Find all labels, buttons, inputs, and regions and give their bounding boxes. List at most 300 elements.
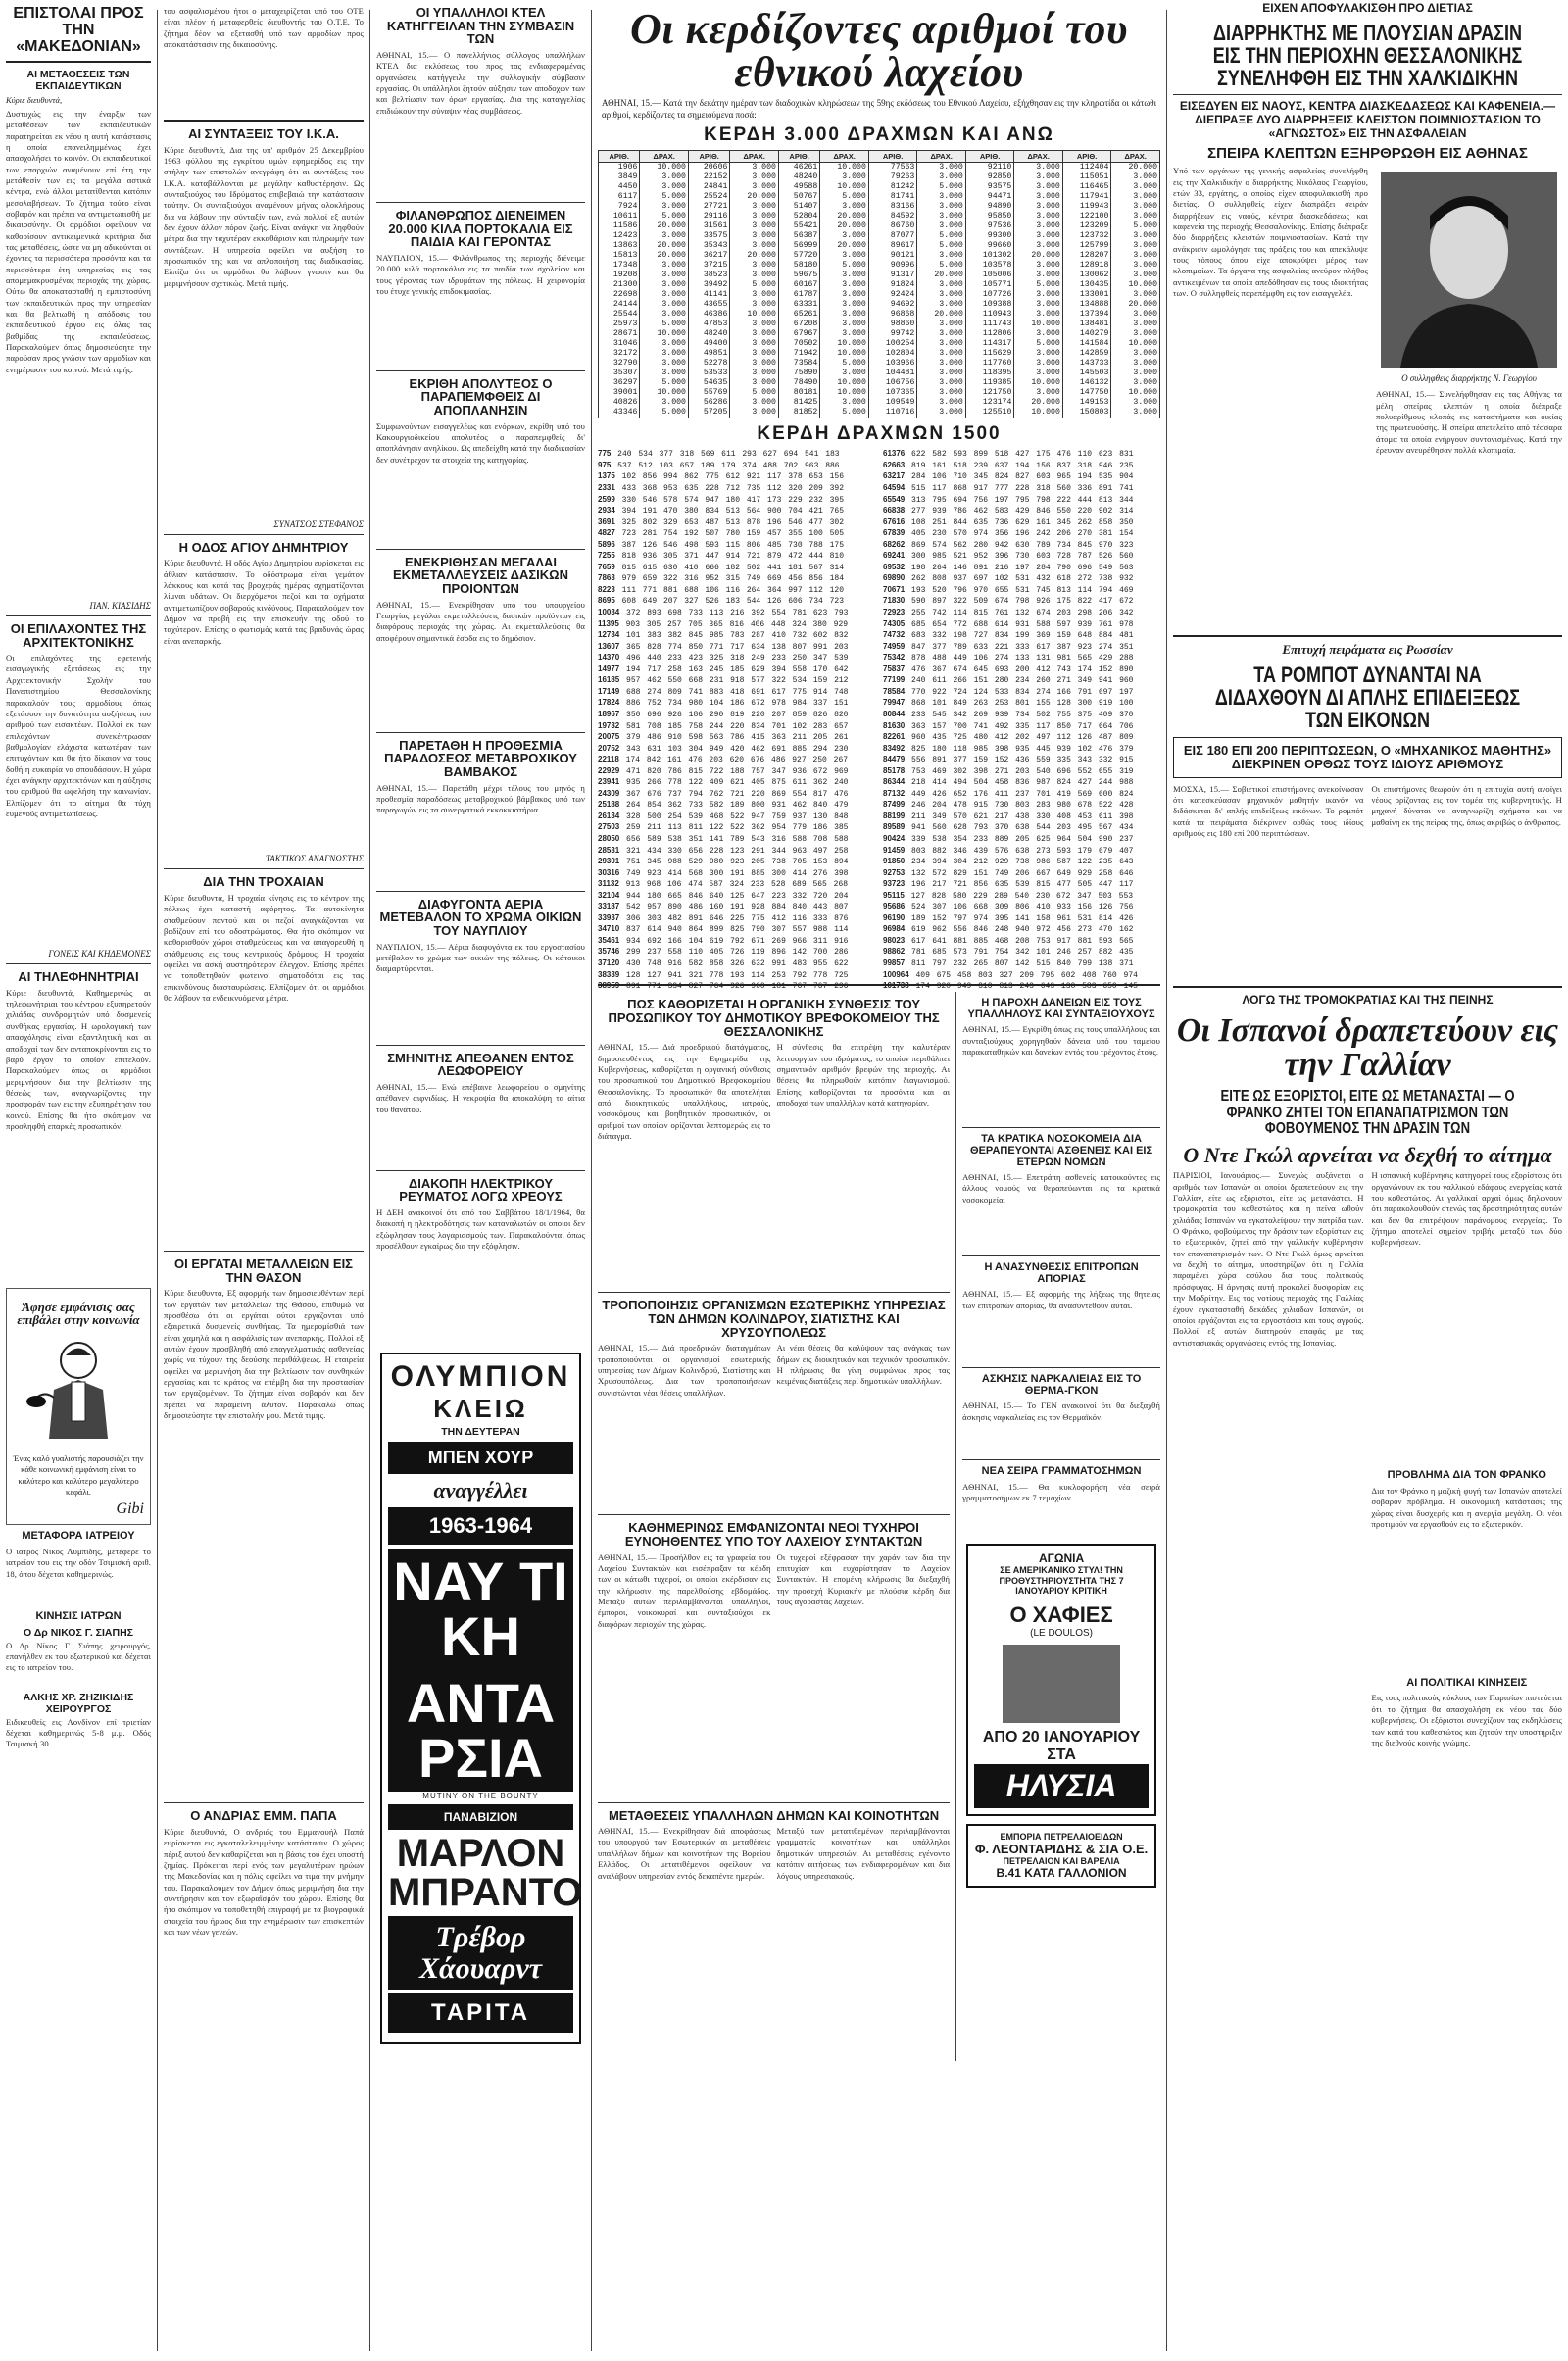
lottery-prize: 3.000 [820, 231, 869, 241]
lottery-number: 115051 [1062, 172, 1111, 182]
lottery-prize: 3.000 [730, 221, 779, 231]
lottery-prize: 3.000 [820, 320, 869, 329]
lottery-number: 55769 [688, 388, 729, 398]
lottery-prize: 3.000 [640, 349, 689, 359]
franco-problem-headline: ΠΡΟΒΛΗΜΑ ΔΙΑ ΤΟΝ ΦΡΑΝΚΟ [1387, 1469, 1546, 1482]
lottery-prize: 5.000 [730, 388, 779, 398]
lottery-prize: 3.000 [1111, 271, 1160, 280]
letter-signature: ΓΟΝΕΙΣ ΚΑΙ ΚΗΔΕΜΟΝΕΣ [48, 949, 151, 959]
technology: ΠΑΝΑΒΙΖΙΟΝ [388, 1804, 573, 1830]
lottery-number: 146132 [1062, 378, 1111, 388]
lottery-prize: 3.000 [820, 310, 869, 320]
lottery-number: 109388 [965, 300, 1014, 310]
lottery-number: 52804 [778, 212, 819, 221]
lottery-number: 94692 [868, 300, 917, 310]
lottery-section [592, 0, 1166, 2361]
lottery-number: 84592 [868, 212, 917, 221]
film-title: Ο ΧΑΦΙΕΣ [1009, 1602, 1113, 1628]
lottery-prize: 3.000 [1014, 231, 1063, 241]
lottery-prize: 20.000 [1111, 300, 1160, 310]
lottery-prize: 3.000 [1111, 261, 1160, 271]
lottery-number: 70502 [778, 339, 819, 349]
lottery-row [599, 369, 1160, 378]
lottery-number: 110943 [965, 310, 1014, 320]
lottery-prize: 3.000 [917, 280, 966, 290]
robots-subhead: ΕΙΣ 180 ΕΠΙ 200 ΠΕΡΙΠΤΩΣΕΩΝ, Ο «ΜΗΧΑΝΙΚΟΣ ΜΑΘΗΤΗΣ» ΔΙΕΚΡΙΝΕΝ ΟΡΘΩΣ ΤΟΥΣ ΙΔΙΟΥΣ ΑΡΙΘΜΟΥΣ [1183, 743, 1552, 772]
lottery-number: 15813 [599, 251, 640, 261]
lottery-prize: 3.000 [640, 202, 689, 212]
lottery-number: 123209 [1062, 221, 1111, 231]
lottery-number: 119385 [965, 378, 1014, 388]
article-body: ΑΘΗΝΑΙ, 15.— Προσήλθον εις τα γραφεία του Λαχείου Συντακτών και εισέπραξαν τα κέρδη των οι κάτωθι τυχεροί, οι οποίοι εκέρδισαν εις την κλήρωσιν της παρελθούσης εβδομάδος. Μεταξύ αυτών περιλαμβάνονται υπάλληλοι, έμποροι, νοικοκυραί και συνταξιούχοι εκ διαφόρων περιοχών της χώρας. [598, 1551, 771, 1629]
doctors-headline: ΚΙΝΗΣΙΣ ΙΑΤΡΩΝ [35, 1609, 122, 1622]
lottery-intro: ΑΘΗΝΑΙ, 15.— Κατά την δεκάτην ημέραν των διαδοχικών κληρώσεων της 59ης εκδόσεως του Εθνικού Λαχείου, εξήχθησαν εις την κληρωτίδα οι κάτωθι αριθμοί, κερδίζοντες τα σημειούμενα ποσά: [602, 98, 1156, 120]
lottery-column-header: ΑΡΙΘ. [778, 151, 819, 163]
lottery-prize: 3.000 [730, 339, 779, 349]
lottery-prize: 3.000 [730, 271, 779, 280]
lottery-number: 91824 [868, 280, 917, 290]
acquittal-headline: ΕΚΡΙΘΗ ΑΠΟΛΥΤΕΟΣ Ο ΠΑΡΑΠΕΜΦΘΕΙΣ ΔΙ ΑΠΟΠΛΑΝΗΣΙΝ [409, 375, 553, 418]
lottery-number: 19208 [599, 271, 640, 280]
lottery-number: 103966 [868, 359, 917, 369]
article-body: Ειδικευθείς εις Λονδίνον επί τριετίαν δέχεται καθημερινώς 5-8 μ.μ. Οδός Τσιμισκή 30. [6, 1716, 151, 1749]
lottery-number: 24841 [688, 182, 729, 192]
burglar-headline: ΔΙΑΡΡΗΚΤΗΣ ΜΕ ΠΛΟΥΣΙΑΝ ΔΡΑΣΙΝ ΕΙΣ ΤΗΝ ΠΕΡΙΟΧΗΝ ΘΕΣΣΑΛΟΝΙΚΗΣ ΣΥΝΕΛΗΦΘΗ ΕΙΣ ΤΗΝ ΧΑΛΚΙΔΙΚΗΝ [1212, 20, 1523, 90]
ad-company: Φ. ΛΕΟΝΤΑΡΙΔΗΣ & ΣΙΑ Ο.Ε. [974, 1842, 1149, 1857]
lottery-prize: 3.000 [1014, 182, 1063, 192]
letter-signature: ΤΑΚΤΙΚΟΣ ΑΝΑΓΝΩΣΤΗΣ [265, 854, 364, 864]
cinema-name: ΗΛΥΣΙΑ [974, 1764, 1149, 1808]
lottery-row [599, 202, 1160, 212]
lottery-prize: 3.000 [1111, 290, 1160, 300]
lottery-number: 92850 [965, 172, 1014, 182]
ad-line: ΠΕΤΡΕΛΑΙΟΝ ΚΑΙ ΒΑΡΕΛΙΑ [1003, 1856, 1120, 1867]
burglar-kicker: ΕΙΧΕΝ ΑΠΟΦΥΛΑΚΙΣΘΗ ΠΡΟ ΔΙΕΤΙΑΣ [1262, 1, 1473, 15]
doctor-name: ΑΛΚΗΣ ΧΡ. ΖΗΖΙΚΙΔΗΣ ΧΕΙΡΟΥΡΓΟΣ [23, 1691, 134, 1715]
lottery-number: 107365 [868, 388, 917, 398]
lottery-number: 104481 [868, 369, 917, 378]
lottery-row [599, 182, 1160, 192]
lottery-prize: 3.000 [820, 271, 869, 280]
article-body: Ο Δρ Νίκος Γ. Σιάπης χειρουργός, επανήλθεν εκ του εξωτερικού και δέχεται εις το ιατρείον του. [6, 1640, 151, 1673]
lottery-prize: 10.000 [820, 339, 869, 349]
lottery-prize: 5.000 [820, 192, 869, 202]
lottery-prize: 5.000 [640, 378, 689, 388]
lottery-prize: 3.000 [820, 329, 869, 339]
lottery-prize: 3.000 [820, 251, 869, 261]
lottery-number: 32172 [599, 349, 640, 359]
lottery-prize: 10.000 [640, 329, 689, 339]
lottery-prize: 3.000 [820, 300, 869, 310]
film-title-original: (LE DOULOS) [1030, 1628, 1094, 1640]
ad-line-1: ΑΓΩΝΙΑ [1038, 1550, 1085, 1565]
ad-body: Ένας καλό γυαλιστής παρουσιάζει την κάθε κοινωνική εμφάνιση είναι το καλύτερο και καλύτερο μεγαλύτερο κεφάλι. [13, 1453, 144, 1498]
spain-kicker: ΛΟΓΩ ΤΗΣ ΤΡΟΜΟΚΡΑΤΙΑΣ ΚΑΙ ΤΗΣ ΠΕΙΝΗΣ [1242, 992, 1494, 1007]
article-body: ΑΘΗΝΑΙ, 15.— Θα κυκλοφορήση νέα σειρά γραμματοσήμων εκ 7 τεμαχίων. [962, 1481, 1160, 1503]
lottery-number: 22152 [688, 172, 729, 182]
lottery-number: 56999 [778, 241, 819, 251]
lottery-prize: 3.000 [1111, 212, 1160, 221]
hospitals-headline: ΤΑ ΚΡΑΤΙΚΑ ΝΟΣΟΚΟΜΕΙΑ ΔΙΑ ΘΕΡΑΠΕΥΟΝΤΑΙ ΑΣΘΕΝΕΙΣ ΚΑΙ ΕΙΣ ΕΤΕΡΩΝ ΝΟΜΩΝ [970, 1133, 1153, 1168]
lottery-prize: 3.000 [1111, 202, 1160, 212]
lottery-prize: 3.000 [917, 192, 966, 202]
article-body: Οι επιλαχόντες της εφετεινής εισαγωγικής εξετάσεως εις την Αρχιτεκτονικήν Σχολήν του Πανεπιστημίου Θεσσαλονίκης παρακαλούν τους αρμοδίους όπως εξετάσουν την δυνατότητα αυξήσεως του αριθμού των εισακτέων. Πολλοί εκ των επιλαχόντων συνεκέντρωσαν βαθμολογίαν ελάχιστα κατωτέραν των επιτυχόντων και θα ήτο δίκαιον να τους δοθή η ευκαιρία να σπουδάσουν. Η χώρα έχει ανάγκην αρχιτεκτόνων και η αύξησις του αριθμού θα ωφελήση την κοινωνίαν. Ελπίζομεν ότι το αίτημα θα τύχη ευμενούς αντιμετωπίσεως. [6, 653, 151, 818]
ika-pensions-headline: ΑΙ ΣΥΝΤΑΞΕΙΣ ΤΟΥ Ι.Κ.Α. [188, 126, 339, 141]
article-body: Οι επιστήμονες θεωρούν ότι η επιτυχία αυτή ανοίγει νέους ορίζοντας εις τον τομέα της κυβερνητικής. Η μηχανή δύναται να αναγνωρίζη σχήματα και να μαθαίνη εκ της πείρας της, όπως ακριβώς ο άνθρωπος. [1371, 783, 1562, 827]
lottery-number: 99660 [965, 241, 1014, 251]
doctor-name: Ο Δρ ΝΙΚΟΣ Γ. ΣΙΑΠΗΣ [24, 1626, 133, 1639]
lottery-number: 48240 [688, 329, 729, 339]
lottery-number: 47853 [688, 320, 729, 329]
lottery-number: 78490 [778, 378, 819, 388]
lottery-number: 93575 [965, 182, 1014, 192]
lottery-prize: 5.000 [640, 212, 689, 221]
lottery-prize: 3.000 [640, 231, 689, 241]
lottery-number: 79263 [868, 172, 917, 182]
lottery-prize: 5.000 [820, 261, 869, 271]
lottery-prize: 3.000 [640, 280, 689, 290]
lottery-prize: 3.000 [917, 369, 966, 378]
article-body: Οι τυχεροί εξέφρασαν την χαράν των δια την επιτυχίαν και ευχαρίστησαν το Λαχείον Συντακτών. Η επομένη κλήρωσις θα διεξαχθή την προσεχή Κυριακήν με πλούσια κέρδη δια τους αγοραστάς λαχείων. [776, 1551, 951, 1606]
lottery-prize: 3.000 [820, 202, 869, 212]
lottery-prize: 3.000 [730, 202, 779, 212]
lottery-column-header: ΑΡΙΘ. [688, 151, 729, 163]
news-briefs-column [370, 0, 591, 2361]
lottery-row [599, 241, 1160, 251]
lottery-prize: 3.000 [1014, 221, 1063, 231]
lottery-number: 22698 [599, 290, 640, 300]
letters-headline: ΕΠΙΣΤΟΛΑΙ ΠΡΟΣ ΤΗΝ «ΜΑΚΕΔΟΝΙΑΝ» [13, 5, 144, 55]
lottery-number: 105006 [965, 271, 1014, 280]
lottery-number: 54635 [688, 378, 729, 388]
article-body: Υπό των οργάνων της γενικής ασφαλείας συνελήφθη εις την Χαλκιδικήν ο διαρρήκτης Νικόλαος Γεωργίου, ετών 33, εργάτης, ο οποίος είχεν αποφυλακισθή προ διετίας. Ο συλληφθείς είχεν διαπράξει σειράν διαρρήξεων εις ναούς, κέντρα διασκεδάσεως και καφενεία της περιοχής Θεσσαλονίκης. Επίσης διέπραξε δύο διαρρήξεις κλειστών ποιμνιοστασίων. Κατά την ανάκρισιν ωμολόγησε τας πράξεις του και απεκάλυψε τους τόπους όπου είχε αποκρύψει μέρος των κλοπιμαίων. Τα όργανα της ασφαλείας ανεύρον πλήθος αντικειμένων τα οποία απεδόθησαν εις τους ιδιοκτήτας των. Ο συλληφθείς παρεπέμφθη εις τον εισαγγελέα. [1173, 166, 1368, 298]
lottery-prize: 3.000 [917, 221, 966, 231]
lottery-prize: 3.000 [730, 369, 779, 378]
lottery-prize: 5.000 [640, 320, 689, 329]
minesweeping-headline: ΑΣΚΗΣΙΣ ΝΑΡΚΑΛΙΕΙΑΣ ΕΙΣ ΤΟ ΘΕΡΜΑ-ΓΚΟΝ [981, 1373, 1142, 1397]
lottery-prize: 3.000 [730, 182, 779, 192]
robots-headline: ΤΑ ΡΟΜΠΟΤ ΔΥΝΑΝΤΑΙ ΝΑ ΔΙΔΑΧΘΟΥΝ ΔΙ ΑΠΛΗΣ ΕΠΙΔΕΙΞΕΩΣ ΤΩΝ ΕΙΚΟΝΩΝ [1214, 663, 1521, 733]
lottery-number: 25524 [688, 192, 729, 202]
lottery-prize: 3.000 [730, 212, 779, 221]
article-body: Μεταξύ των μετατιθεμένων περιλαμβάνονται γραμματείς κοινοτήτων και υπάλληλοι δημοτικών υπηρεσιών. Αι μεταθέσεις εγένοντο κατόπιν αιτήσεως των ενδιαφερομένων και δια λόγους υπηρεσιακούς. [776, 1826, 951, 1881]
lottery-prize: 3.000 [1111, 349, 1160, 359]
lottery-prize: 3.000 [1014, 241, 1063, 251]
lottery-row [599, 349, 1160, 359]
lottery-prize: 3.000 [1111, 408, 1160, 418]
lottery-number: 133001 [1062, 290, 1111, 300]
lottery-number: 17348 [599, 261, 640, 271]
lottery-number: 143733 [1062, 359, 1111, 369]
journalists-lottery-headline: ΚΑΘΗΜΕΡΙΝΩΣ ΕΜΦΑΝΙΖΟΝΤΑΙ ΝΕΟΙ ΤΥΧΗΡΟΙ ΕΥΝΟΗΘΕΝΤΕΣ ΥΠΟ ΤΟΥ ΛΑΧΕΙΟΥ ΣΥΝΤΑΚΤΩΝ [624, 1520, 923, 1549]
traffic-headline: ΔΙΑ ΤΗΝ ΤΡΟΧΑΙΑΝ [203, 874, 324, 890]
article-body: ΠΑΡΙΣΙΟΙ, Ιανουάριος.— Συνεχώς αυξάνεται ο αριθμός των Ισπανών οι οποίοι δραπετεύουν εις την Γαλλίαν, είτε ως εξόριστοι, είτε ως μετανάσται. Η τρομοκρατία του καθεστώτος και η πείνα ωθούν χιλιάδας Ισπανών να εγκαταλείψουν την πατρίδα των. Ο Φράνκο, φοβούμενος την δράσιν των εξορίστων εις το εξωτερικόν, ζητεί από την γαλλικήν κυβέρνησιν τον επαναπατρισμόν των. Ο Ντε Γκώλ όμως αρνείται να δεχθή το αίτημα, υποστηρίζων ότι η Γαλλία παραμένει χώρα ασύλου δια τους πολιτικούς πρόσφυγας. Η άρνησις αυτή προκαλεί δυσφορίαν εις την Μαδρίτην. Εις τας νοτίους περιοχάς της Γαλλίας έχουν εγκατασταθή δεκάδες χιλιάδων Ισπανών, οι οποίοι εργάζονται εις τα εργοστάσια και τους αγρούς. Πολλοί εξ αυτών διατηρούν επαφάς με τας αντιστασιακάς οργανώσεις εντός της Ισπανίας. [1173, 1170, 1364, 1348]
lottery-prize: 5.000 [1014, 339, 1063, 349]
actor-3: ΤΑΡΙΤΑ [388, 1993, 573, 2033]
center-lower-right [956, 992, 1160, 2061]
lottery-column-header: ΔΡΑΧ. [730, 151, 779, 163]
lottery-column-header: ΔΡΑΧ. [1111, 151, 1160, 163]
lottery-number: 128918 [1062, 261, 1111, 271]
lottery-column-header: ΑΡΙΘ. [599, 151, 640, 163]
lottery-prize: 3.000 [1014, 388, 1063, 398]
lottery-number: 35307 [599, 369, 640, 378]
lottery-prize: 3.000 [917, 388, 966, 398]
lottery-number: 49851 [688, 349, 729, 359]
lottery-prize: 10.000 [1111, 280, 1160, 290]
lottery-prize: 3.000 [917, 378, 966, 388]
lottery-prize: 3.000 [1014, 349, 1063, 359]
lottery-number: 118395 [965, 369, 1014, 378]
star-name: ΜΠΕΝ ΧΟΥΡ [388, 1442, 573, 1474]
municipal-services-headline: ΤΡΟΠΟΠΟΙΗΣΙΣ ΟΡΓΑΝΙΣΜΩΝ ΕΣΩΤΕΡΙΚΗΣ ΥΠΗΡΕΣΙΑΣ ΤΩΝ ΔΗΜΩΝ ΚΟΛΙΝΔΡΟΥ, ΣΙΑΤΙΣΤΗΣ ΚΑΙ ΧΡΥΣΟΥΠΟΛΕΩΣ [602, 1298, 946, 1340]
lottery-number: 125799 [1062, 241, 1111, 251]
lottery-number: 53533 [688, 369, 729, 378]
lottery-number: 49400 [688, 339, 729, 349]
lottery-prize: 20.000 [640, 241, 689, 251]
article-body: Κύριε διευθυντά, Η οδός Αγίου Δημητρίου ευρίσκεται εις άθλιαν κατάστασιν. Το οδόστρωμα είναι γεμάτον λάκκους και κατά τας βροχεράς ημέρας σχηματίζονται λίμναι υδάτων. Οι διερχόμενοι πεζοί και τα οχήματα αντιμετωπίζουν σοβαρούς κινδύνους. Παρακαλούμεν τον Δήμον να προβή εις την επισκευήν της οδού το ταχύτερον. Επίσης ο φωτισμός κατά τας βραδυνάς ώρας είναι ανεπαρκής. [164, 558, 364, 646]
lottery-number: 140279 [1062, 329, 1111, 339]
lottery-number: 25973 [599, 320, 640, 329]
lottery-prize: 3.000 [1111, 182, 1160, 192]
lottery-number: 52278 [688, 359, 729, 369]
lottery-number: 112806 [965, 329, 1014, 339]
article-body: Κύριε διευθυντά, Η τροχαία κίνησις εις το κέντρον της πόλεως έχει καταστή αφόρητος. Τα αυτοκίνητα σταθμεύουν παντού και οι πεζοί αναγκάζονται να βαδίζουν επί του οδοστρώματος. Θα ήτο σκόπιμον να καθορισθούν χώροι σταθμεύσεως και να απαγορευθή η στάθμευσις εις τους κεντρικούς δρόμους. Η τροχαία οφείλει να ασκή αυστηρότερον έλεγχον. Επίσης πρέπει να τοποθετηθούν φωτεινοί σηματοδόται εις τας επικινδύνους διασταυρώσεις. Ελπίζομεν ότι οι αρμόδιοι θα λάβουν τα ενδεικνυόμενα μέτρα. [164, 892, 364, 1004]
lottery-number: 27721 [688, 202, 729, 212]
lottery-prize: 5.000 [640, 192, 689, 202]
lottery-prize: 3.000 [640, 261, 689, 271]
lottery-number: 39001 [599, 388, 640, 398]
lottery-prize: 10.000 [820, 163, 869, 173]
lottery-number: 115629 [965, 349, 1014, 359]
lottery-prize: 5.000 [820, 408, 869, 418]
lottery-number: 112404 [1062, 163, 1111, 173]
lottery-prize: 3.000 [1111, 398, 1160, 408]
letter-signature: ΣΥΝΑΤΣΟΣ ΣΤΕΦΑΝΟΣ [273, 518, 364, 529]
lottery-prize: 3.000 [917, 359, 966, 369]
forest-products-headline: ΕΝΕΚΡΙΘΗΣΑΝ ΜΕΓΑΛΑΙ ΕΚΜΕΤΑΛΛΕΥΣΕΙΣ ΔΑΣΙΚΩΝ ΠΡΟΙΟΝΤΩΝ [393, 554, 568, 597]
lottery-number: 111743 [965, 320, 1014, 329]
lottery-number: 138481 [1062, 320, 1111, 329]
lottery-number: 39492 [688, 280, 729, 290]
lottery-row [599, 212, 1160, 221]
lottery-prize: 20.000 [730, 192, 779, 202]
lottery-number: 99300 [965, 231, 1014, 241]
lottery-number: 125510 [965, 408, 1014, 418]
right-news-column [1167, 0, 1568, 2361]
lottery-number: 80181 [778, 388, 819, 398]
lottery-prize: 5.000 [640, 408, 689, 418]
lottery-row [599, 329, 1160, 339]
article-body: ΑΘΗΝΑΙ, 15.— Διά προεδρικού διατάγματος, δημοσιευθέντος εις την Εφημερίδα της Κυβερνήσεως, καθορίζεται η οργανική σύνθεσις του προσωπικού του Δημοτικού Βρεφοκομείου Θεσσαλονίκης. Το προσωπικόν θα αποτελήται από διοικητικούς υπαλλήλους, ιατρούς, νοσοκόμους και βοηθητικόν προσωπικόν, οι αριθμοί των οποίων ορίζονται λεπτομερώς εις το διάταγμα. [598, 1042, 771, 1142]
lottery-prize: 3.000 [1111, 378, 1160, 388]
article-body: Δυστυχώς εις την έναρξιν των μεταθέσεων των εκπαιδευτικών παρατηρείται εκ νέου η αυτή κατάστασις η οποία επανειλημμένως έχει απασχολήσει το κοινόν. Οι εκπαιδευτικοί των επαρχιών αναμένουν επί έτη την μετάθεσίν των εις τα μεγάλα αστικά κέντρα, ενώ άλλοι μετατίθενται κατόπιν μεσολαβήσεων. Το ζήτημα τούτο είναι σοβαρόν και πρέπει να αντιμετωπισθή με δικαιοσύνην. Οι αρμόδιοι οφείλουν να καθορίσουν αντικειμενικά κριτήρια δια τας μεταθέσεις, ώστε να μη αδικούνται οι έχοντες τα περισσότερα προσόντα και τα περισσότερα έτη υπηρεσίας εις τας απομεμακρυσμένας περιοχάς της χώρας. Ούτω θα αποκατασταθή η εμπιστοσύνη των εκπαιδευτικών προς την υπηρεσίαν και θα βελτιωθή η απόδοσις του εκπαιδευτικού έργου εις όλας τας βαθμίδας της εκπαιδεύσεως. Παρακαλούμεν όπως δημοσιεύσητε την παρούσαν προς γνώσιν των αρμοδίων και ενημέρωσιν του κοινού. Μετά τιμής. [6, 108, 151, 374]
lottery-number: 95850 [965, 212, 1014, 221]
lottery-number: 91317 [868, 271, 917, 280]
lottery-prize: 3.000 [640, 271, 689, 280]
lottery-number: 73584 [778, 359, 819, 369]
lottery-number: 81741 [868, 192, 917, 202]
lottery-prize: 3.000 [730, 300, 779, 310]
lottery-number: 105771 [965, 280, 1014, 290]
lottery-number: 103578 [965, 261, 1014, 271]
lottery-prize: 3.000 [820, 172, 869, 182]
lottery-prize: 3.000 [730, 172, 779, 182]
lottery-number: 130062 [1062, 271, 1111, 280]
announce-text: αναγγέλλει [433, 1478, 528, 1503]
lottery-number: 25544 [599, 310, 640, 320]
film-title-english: MUTINY ON THE BOUNTY [422, 1792, 539, 1801]
cinema-name-2: ΚΛΕΙΩ [433, 1394, 528, 1424]
lottery-number: 28671 [599, 329, 640, 339]
article-body: ΑΘΗΝΑΙ, 15.— Ενεκρίθησαν διά αποφάσεως του υπουργού των Εσωτερικών αι μεταθέσεις υπαλλήλων δήμων και κοινοτήτων της Βορείου Ελλάδος. Οι μετατιθέμενοι οφείλουν να αναλάβουν υπηρεσίαν εντός δεκαπέντε ημερών. [598, 1826, 771, 1881]
lottery-number: 7924 [599, 202, 640, 212]
airman-headline: ΣΜΗΝΙΤΗΣ ΑΠΕΘΑΝΕΝ ΕΝΤΟΣ ΛΕΩΦΟΡΕΙΟΥ [387, 1050, 574, 1079]
lottery-prize: 3.000 [1014, 163, 1063, 173]
lottery-row [599, 408, 1160, 418]
lottery-prize: 5.000 [917, 231, 966, 241]
robots-kicker: Επιτυχή πειράματα εις Ρωσσίαν [1282, 642, 1453, 658]
article-body: ΑΘΗΝΑΙ, 15.— Το ΓΕΝ ανακοινοί ότι θα διεξαχθή άσκησις ναρκαλιείας εις τον Θερμαϊκόν. [962, 1401, 1160, 1422]
article-body: ΑΘΗΝΑΙ, 15.— Ενώ επέβαινε λεωφορείου ο σμηνίτης απέθανεν αιφνιδίως. Η νεκροψία θα αποκαλύψη τα αίτια του θανάτου. [376, 1081, 585, 1114]
lottery-prize: 3.000 [640, 398, 689, 408]
lottery-prize: 3.000 [730, 231, 779, 241]
lottery-prize: 3.000 [1111, 241, 1160, 251]
lottery-prize: 10.000 [1111, 339, 1160, 349]
letters-column-2 [158, 0, 369, 2361]
lottery-prize: 3.000 [640, 359, 689, 369]
lottery-number: 96868 [868, 310, 917, 320]
petroleum-advertisement [966, 1824, 1156, 1888]
lottery-number: 46261 [778, 163, 819, 173]
lottery-row [599, 359, 1160, 369]
ad-line: ΕΜΠΟΡΙΑ ΠΕΤΡΕΛΑΙΟΕΙΔΩΝ [1000, 1832, 1123, 1843]
olympion-cinema-advertisement [380, 1353, 581, 2044]
prize-heading-1500: ΚΕΡΔΗ ΔΡΑΧΜΩΝ 1500 [757, 423, 1002, 445]
lottery-column-header: ΑΡΙΘ. [965, 151, 1014, 163]
lottery-number: 81425 [778, 398, 819, 408]
lottery-prize: 3.000 [1111, 251, 1160, 261]
robots-subhead-box [1173, 737, 1562, 777]
lottery-number: 109549 [868, 398, 917, 408]
stamps-headline: ΝΕΑ ΣΕΙΡΑ ΓΡΑΜΜΑΤΟΣΗΜΩΝ [981, 1465, 1142, 1478]
lottery-number: 119943 [1062, 202, 1111, 212]
article-body: Συμφωνούντων εισαγγελέως και ενόρκων, εκρίθη υπό του Κακουργιοδικείου απολυτέος ο παραπεμφθείς δι' αποπλάνησιν ανηλίκου. Ως απεδείχθη κατά την διαδικασίαν δεν συνέτρεχον τα στοιχεία της κατηγορίας. [376, 420, 585, 465]
lottery-number: 10611 [599, 212, 640, 221]
lottery-prize: 10.000 [820, 388, 869, 398]
lottery-number: 128207 [1062, 251, 1111, 261]
lottery-prize: 3.000 [730, 398, 779, 408]
lottery-number: 20606 [688, 163, 729, 173]
lottery-prize: 3.000 [640, 172, 689, 182]
lottery-prize: 3.000 [917, 329, 966, 339]
lottery-prize: 3.000 [917, 172, 966, 182]
lottery-number: 4450 [599, 182, 640, 192]
lottery-row [599, 378, 1160, 388]
lottery-row [599, 163, 1160, 173]
lottery-prize: 5.000 [917, 261, 966, 271]
prize-heading-3000: ΚΕΡΔΗ 3.000 ΔΡΑΧΜΩΝ ΚΑΙ ΑΝΩ [704, 124, 1054, 146]
lottery-prize: 3.000 [820, 290, 869, 300]
lottery-prize: 3.000 [917, 163, 966, 173]
lottery-prize: 3.000 [730, 359, 779, 369]
political-moves-headline: ΑΙ ΠΟΛΙΤΙΚΑΙ ΚΙΝΗΣΕΙΣ [1406, 1676, 1528, 1689]
lottery-number: 1906 [599, 163, 640, 173]
lottery-row [599, 310, 1160, 320]
lottery-row [599, 290, 1160, 300]
lottery-prize: 3.000 [1111, 329, 1160, 339]
lottery-row [599, 398, 1160, 408]
clinic-move-headline: ΜΕΤΑΦΟΡΑ ΙΑΤΡΕΙΟΥ [22, 1530, 135, 1543]
lottery-number: 114317 [965, 339, 1014, 349]
lottery-row [599, 221, 1160, 231]
article-body: Εις τους πολιτικούς κύκλους των Παρισίων πιστεύεται ότι το ζήτημα θα απασχολήση εκ νέου τας δύο κυβερνήσεις. Οι εξόριστοι συνεχίζουν τας εκδηλώσεις των κατά του καθεστώτος και ζητούν την υποστήριξιν της διεθνούς κοινής γνώμης. [1371, 1693, 1562, 1747]
spain-subhead-2: Ο Ντε Γκώλ αρνείται να δεχθή το αίτημα [1183, 1143, 1552, 1168]
statue-headline: Ο ΑΝΔΡΙΑΣ ΕΜΜ. ΠΑΠΑ [190, 1808, 337, 1824]
lottery-prize: 5.000 [917, 182, 966, 192]
center-lower-left [598, 992, 950, 2061]
lottery-number: 99742 [868, 329, 917, 339]
lottery-number: 67967 [778, 329, 819, 339]
lottery-prize: 3.000 [1014, 369, 1063, 378]
lottery-prize: 3.000 [1014, 290, 1063, 300]
lottery-row [599, 280, 1160, 290]
lottery-prize: 10.000 [730, 310, 779, 320]
lottery-column-header: ΔΡΑΧ. [917, 151, 966, 163]
lottery-number: 90996 [868, 261, 917, 271]
lottery-prize: 10.000 [820, 349, 869, 359]
article-body: ΑΘΗΝΑΙ, 15.— Ο πανελλήνιος σύλλογος υπαλλήλων ΚΤΕΛ δια εκλύσεως του προς τας ενδιαφερομένας οργανώσεις κατήγγειλε την συλλογικήν σύμβασιν εργασίας. Οι υπάλληλοι ζητούν αύξησιν των αποδοχών των και βελτίωσιν των όρων εργασίας. Δια της καταγγελίας επιδιώκουν την σύναψιν νέας συμβάσεως. [376, 49, 585, 116]
lottery-column-header: ΔΡΑΧ. [1014, 151, 1063, 163]
lottery-prize: 20.000 [1014, 398, 1063, 408]
lottery-number: 83166 [868, 202, 917, 212]
release-date: ΑΠΟ 20 ΙΑΝΟΥΑΡΙΟΥ ΣΤΑ [982, 1729, 1141, 1764]
lottery-prize: 10.000 [820, 182, 869, 192]
ad-slogan: Άφησε εμφάνισις σας επιβάλει στην κοινωνία [17, 1299, 140, 1328]
lottery-prize: 5.000 [917, 241, 966, 251]
lottery-number: 29116 [688, 212, 729, 221]
lottery-number: 86760 [868, 221, 917, 231]
lottery-numbers-1500 [598, 449, 1160, 992]
lottery-number: 31561 [688, 221, 729, 231]
lottery-prize: 3.000 [820, 369, 869, 378]
article-body: Η ΔΕΗ ανακοινοί ότι από του Σαββάτου 18/1/1964, θα διακοπή η ηλεκτροδότησις των καταναλωτών οι οποίοι δεν εξώφλησαν τους λογαριασμούς των. Παρακαλούνται όπως προσέλθουν εγκαίρως δια την εξόφλησιν. [376, 1207, 585, 1252]
photo-caption: Ο συλληφθείς διαρρήκτης Ν. Γεωργίου [1401, 373, 1537, 384]
article-body: ΑΘΗΝΑΙ, 15.— Συνελήφθησαν εις τας Αθήνας τα μέλη σπείρας κλεπτών η οποία διέπραξε πολυαρίθμους κλοπάς εις καταστήματα και οικίας της πρωτευούσης. Η σπείρα απετελείτο από τέσσαρα άτομα τα οποία ενήργουν συντονισμένως. Κατά την έρευναν ανευρέθησαν πολλά κλοπιμαία. [1376, 389, 1562, 455]
lottery-number: 123732 [1062, 231, 1111, 241]
letters-column [0, 0, 157, 2361]
lottery-number: 149153 [1062, 398, 1111, 408]
lottery-number: 81242 [868, 182, 917, 192]
lottery-prize: 3.000 [1111, 310, 1160, 320]
transfers-headline: ΜΕΤΑΘΕΣΕΙΣ ΥΠΑΛΛΗΛΩΝ ΔΗΜΩΝ ΚΑΙ ΚΟΙΝΟΤΗΤΩΝ [608, 1807, 940, 1823]
article-body: Δια τον Φράνκο η μαζική φυγή των Ισπανών αποτελεί σοβαρόν πρόβλημα. Η οικονομική κατάστασις της χώρας είναι δυσχερής και η ανεργία μεγάλη. Οι νέοι προτιμούν να εργασθούν εις το εξωτερικόν. [1371, 1485, 1562, 1529]
letters-subhead: ΑΙ ΜΕΤΑΘΕΣΕΙΣ ΤΩΝ ΕΚΠΑΙΔΕΥΤΙΚΩΝ [26, 69, 130, 93]
lottery-number: 81852 [778, 408, 819, 418]
lottery-number: 51407 [778, 202, 819, 212]
lottery-number: 58180 [778, 261, 819, 271]
lottery-prize: 3.000 [1014, 212, 1063, 221]
lottery-number: 134888 [1062, 300, 1111, 310]
article-body: ΑΘΗΝΑΙ, 15.— Επετράπη ασθενείς κατοικούντες εις άλλους νομούς να θεραπεύωνται εις τα κρατικά νοσοκομεία. [962, 1172, 1160, 1205]
lottery-prize: 3.000 [1014, 261, 1063, 271]
lottery-number: 130435 [1062, 280, 1111, 290]
lottery-number: 98860 [868, 320, 917, 329]
salutation: Κύριε διευθυντά, [6, 94, 63, 105]
lottery-number: 110716 [868, 408, 917, 418]
gas-colour-headline: ΔΙΑΦΥΓΟΝΤΑ ΑΕΡΙΑ ΜΕΤΕΒΑΛΟΝ ΤΟ ΧΡΩΜΑ ΟΙΚΙΩΝ ΤΟΥ ΝΑΥΠΛΙΟΥ [379, 896, 582, 938]
lottery-prize: 3.000 [730, 378, 779, 388]
